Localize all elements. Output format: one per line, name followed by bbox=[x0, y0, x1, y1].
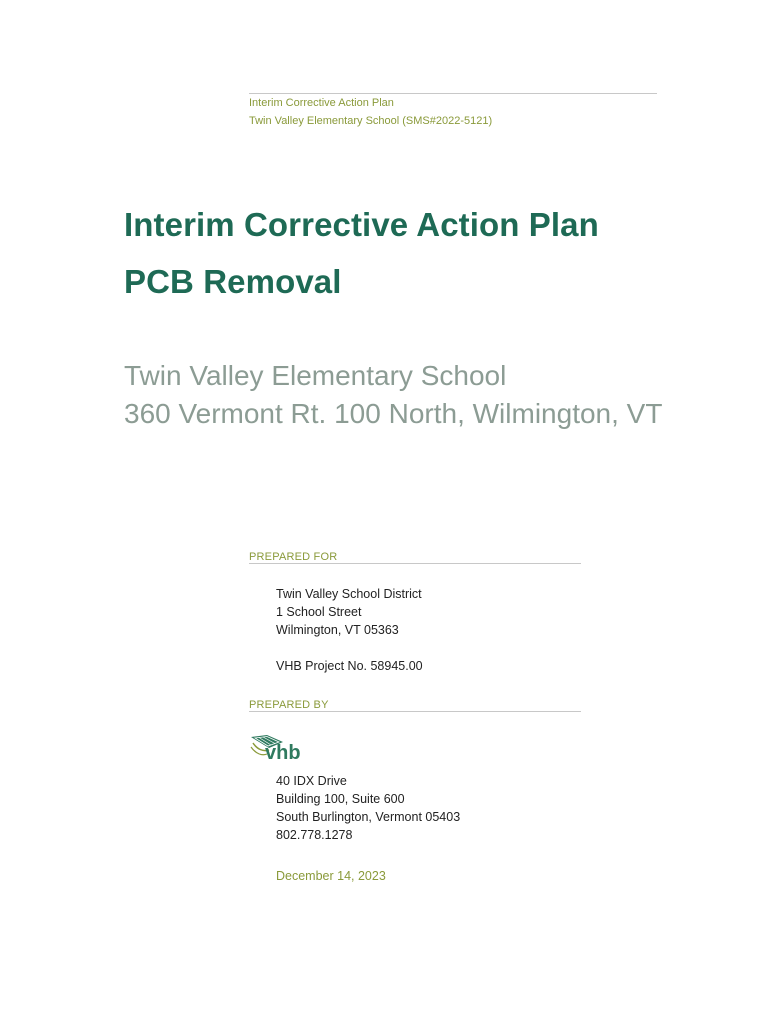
firm-street: 40 IDX Drive bbox=[276, 774, 347, 788]
document-title: Interim Corrective Action Plan bbox=[124, 206, 599, 243]
prepared-for-label: PREPARED FOR bbox=[249, 551, 338, 563]
running-header-subtitle: Twin Valley Elementary School (SMS#2022-5121) bbox=[249, 115, 493, 127]
prepared-by-label: PREPARED BY bbox=[249, 699, 329, 711]
vhb-logo-text: vhb bbox=[265, 742, 301, 762]
prepared-by-rule bbox=[249, 711, 581, 712]
client-city: Wilmington, VT 05363 bbox=[276, 623, 399, 637]
school-name: Twin Valley Elementary School bbox=[124, 360, 507, 391]
vhb-logo-icon bbox=[249, 728, 319, 762]
firm-city: South Burlington, Vermont 05403 bbox=[276, 810, 461, 824]
project-number: VHB Project No. 58945.00 bbox=[276, 659, 423, 673]
school-address: 360 Vermont Rt. 100 North, Wilmington, VT bbox=[124, 398, 663, 429]
document-date: December 14, 2023 bbox=[276, 869, 386, 883]
header-rule bbox=[249, 93, 657, 94]
firm-building: Building 100, Suite 600 bbox=[276, 792, 405, 806]
prepared-for-rule bbox=[249, 563, 581, 564]
client-street: 1 School Street bbox=[276, 605, 362, 619]
document-title-line2: PCB Removal bbox=[124, 263, 342, 300]
client-name: Twin Valley School District bbox=[276, 587, 422, 601]
firm-phone: 802.778.1278 bbox=[276, 828, 353, 842]
running-header-title: Interim Corrective Action Plan bbox=[249, 97, 394, 109]
